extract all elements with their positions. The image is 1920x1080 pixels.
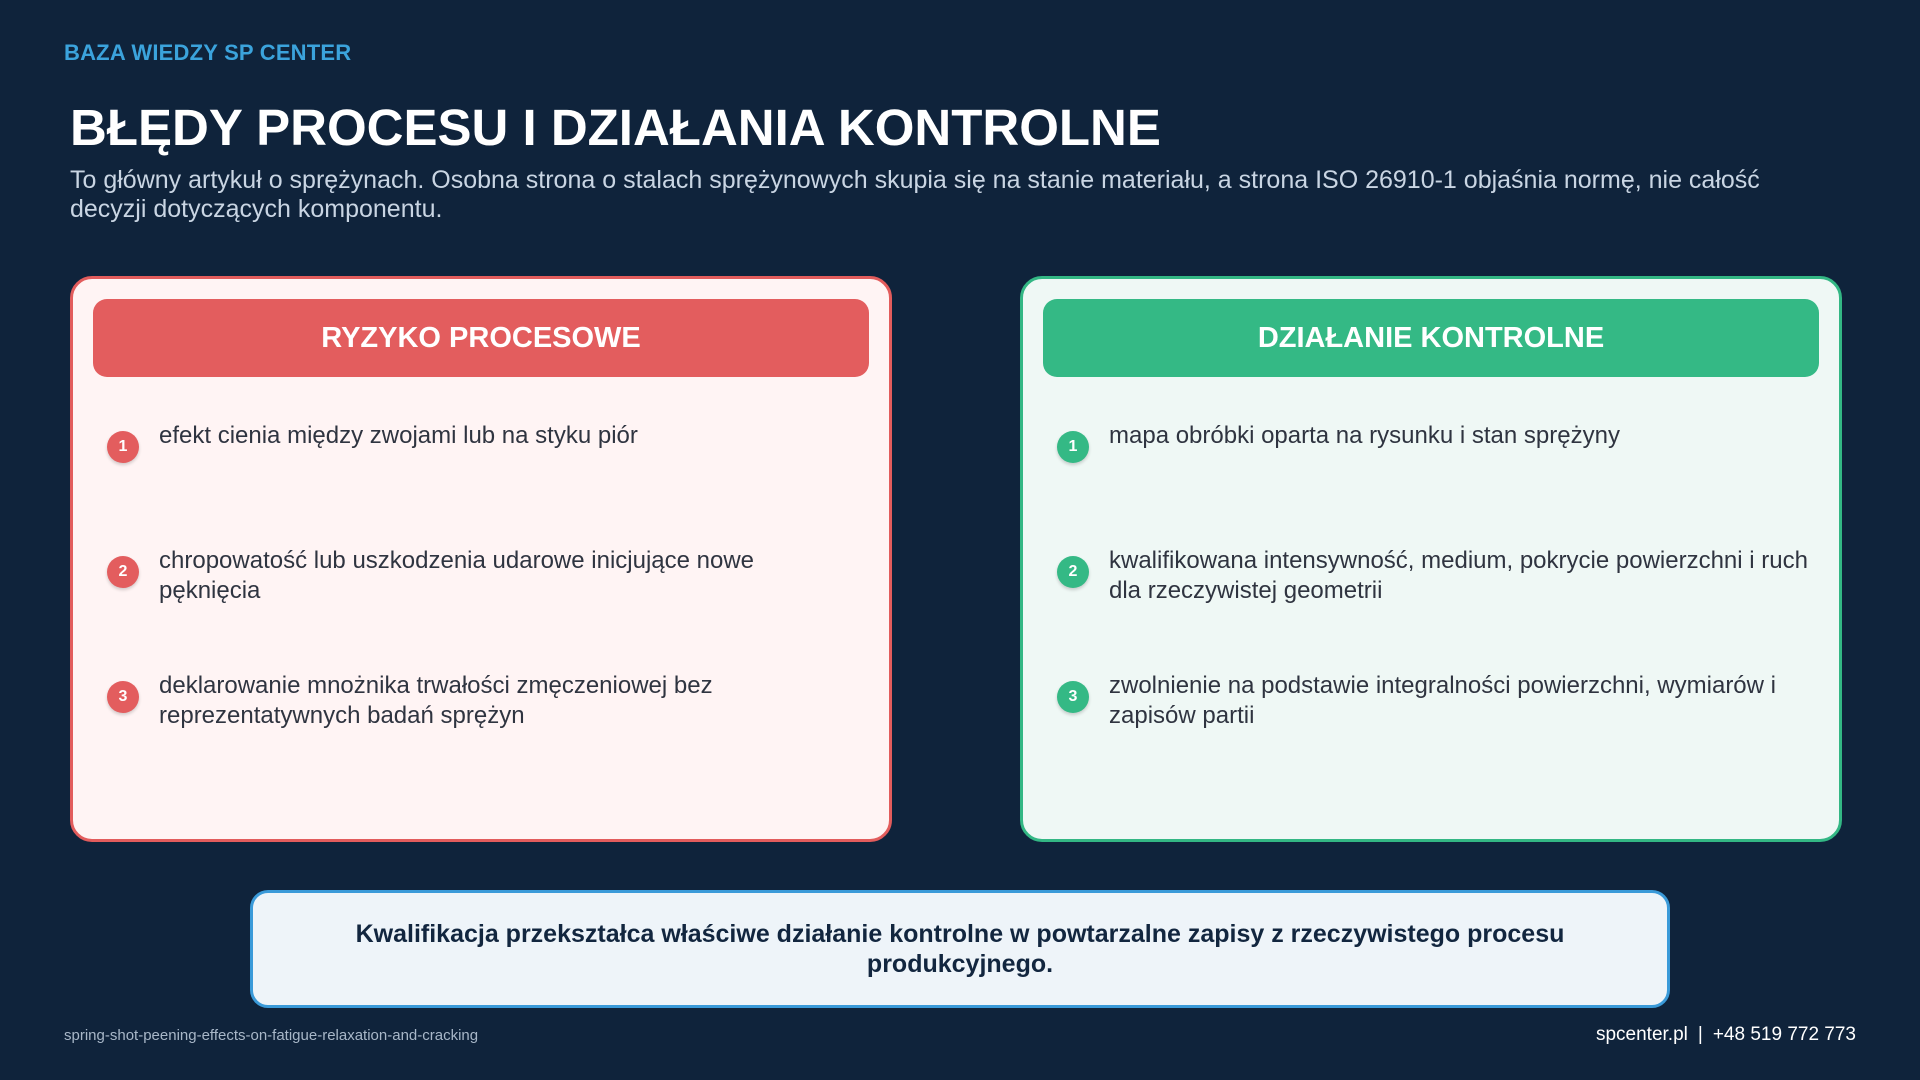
- number-badge: 2: [107, 556, 139, 588]
- page-title: BŁĘDY PROCESU I DZIAŁANIA KONTROLNE: [70, 99, 1161, 156]
- number-badge: 2: [1057, 556, 1089, 588]
- number-badge: 3: [1057, 681, 1089, 713]
- risk-item-text: chropowatość lub uszkodzenia udarowe inicjujące nowe pęknięcia: [159, 547, 755, 604]
- risk-item-text: deklarowanie mnożnika trwałości zmęczeniowej bez reprezentatywnych badań sprężyn: [159, 672, 713, 729]
- control-card-header: DZIAŁANIE KONTROLNE: [1043, 299, 1819, 377]
- number-badge: 1: [107, 431, 139, 463]
- number-badge: 1: [1057, 431, 1089, 463]
- risk-item-text: efekt cienia między zwojami lub na styku piór: [159, 422, 638, 449]
- control-card: [1020, 276, 1842, 842]
- page-subtitle: To główny artykuł o sprężynach. Osobna strona o stalach sprężynowych skupia się na stanie materiału, a strona ISO 26910-1 objaśnia normę, nie całość decyzji dotyczących komponentu.: [70, 166, 1760, 223]
- number-badge: 3: [107, 681, 139, 713]
- brand-label: BAZA WIEDZY SP CENTER: [64, 40, 352, 65]
- summary-box: [250, 890, 1670, 1008]
- footer-slug: spring-shot-peening-effects-on-fatigue-relaxation-and-cracking: [64, 1027, 479, 1044]
- control-item-text: mapa obróbki oparta na rysunku i stan sprężyny: [1109, 422, 1620, 449]
- summary-text: Kwalifikacja przekształca właściwe działanie kontrolne w powtarzalne zapisy z rzeczywistego procesu produkcyjnego.: [355, 920, 1565, 978]
- footer-phone[interactable]: +48 519 772 773: [1712, 1024, 1856, 1045]
- footer-separator: |: [1697, 1024, 1703, 1045]
- risk-card-header: RYZYKO PROCESOWE: [93, 299, 869, 377]
- control-item-text: kwalifikowana intensywność, medium, pokrycie powierzchni i ruch dla rzeczywistej geometrii: [1109, 547, 1808, 604]
- risk-card: [70, 276, 892, 842]
- footer-site-link[interactable]: spcenter.pl: [1595, 1024, 1688, 1045]
- footer-contact: [1596, 1024, 1856, 1046]
- control-item-text: zwolnienie na podstawie integralności powierzchni, wymiarów i zapisów partii: [1109, 672, 1776, 729]
